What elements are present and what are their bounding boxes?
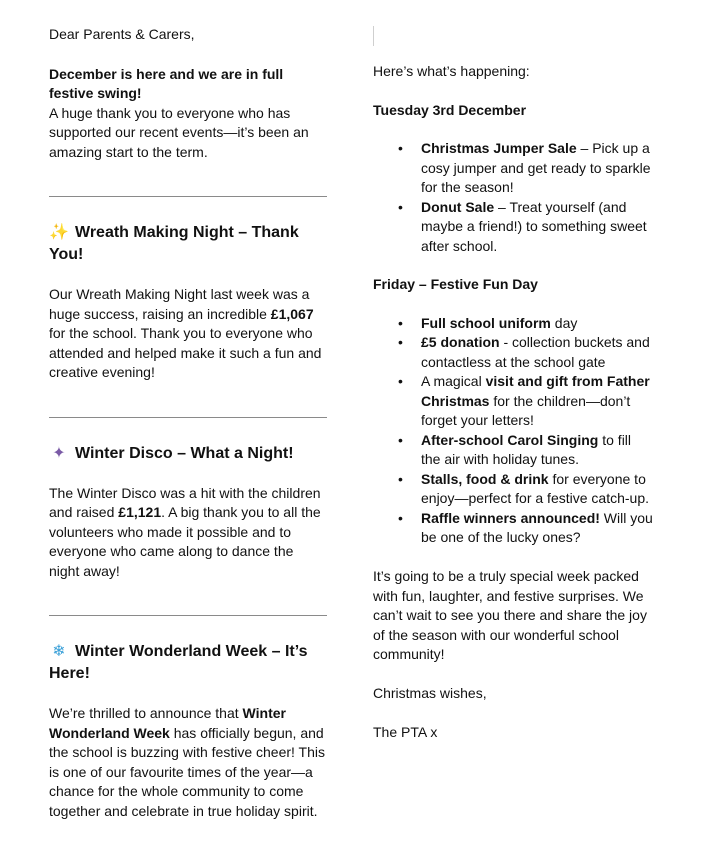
amount-raised: £1,067 (270, 305, 314, 322)
signoff: Christmas wishes, (373, 685, 487, 701)
body-text: The Winter Disco was a hit with the children and raised (49, 484, 321, 520)
list-item: • £5 donation - collection buckets and contactless at the school gate (421, 333, 653, 372)
section-title (49, 222, 327, 266)
section-body (49, 704, 327, 821)
list-item: • Donut Sale – Treat yourself (and maybe a friend!) to something sweet after school. (421, 198, 653, 257)
section-title-text: Winter Wonderland Week – It’s Here! (49, 643, 308, 682)
signature: The PTA x (373, 724, 438, 740)
list-item: • Raffle winners announced! Will you be one of the lucky ones? (421, 509, 653, 548)
section-title (49, 443, 327, 465)
list-item: • After-school Carol Singing to fill the air with holiday tunes. (421, 431, 653, 470)
list-item: • A magical visit and gift from Father Christmas for the children—don’t forget your letters! (421, 372, 653, 431)
section-title (49, 641, 327, 685)
section-body (49, 285, 327, 383)
section-title-text: Winter Disco – What a Night! (75, 444, 294, 462)
event-list (373, 314, 653, 548)
list-item: • Full school uniform day (421, 314, 653, 334)
wonderland-section (49, 641, 327, 821)
right-column (373, 25, 653, 743)
body-text: has officially begun, and the school is buzzing with festive cheer! This is one of our favourite times of the year—a chance for the whole community to come together and celebrate in true holiday spirit. (49, 724, 325, 819)
greeting: Dear Parents & Carers, (49, 26, 195, 42)
section-divider (49, 417, 327, 418)
snowflake-icon: ❄ (52, 643, 66, 660)
amount-raised: £1,121 (118, 504, 162, 520)
body-text: We’re thrilled to announce that (49, 705, 243, 721)
body-text: Our Wreath Making Night last week was a huge success, raising an incredible (49, 286, 310, 322)
list-item: • Christmas Jumper Sale – Pick up a cosy jumper and get ready to sparkle for the season! (421, 139, 653, 198)
intro-heading: December is here and we are in full festive swing! (49, 65, 284, 101)
closing-paragraph: It’s going to be a truly special week packed with fun, laughter, and festive surprises. We can’t wait to see you there and share the joy of the season with our wonderful school community! (373, 568, 647, 662)
section-body (49, 484, 327, 582)
section-divider (49, 615, 327, 616)
disco-section (49, 443, 327, 582)
section-divider (49, 196, 327, 197)
left-column (49, 25, 327, 821)
intro-body: A huge thank you to everyone who has supported our recent events—it’s been an amazing start to the term. (49, 104, 309, 160)
event-name: Winter Wonderland Week (49, 705, 286, 741)
list-item: • Stalls, food & drink for everyone to enjoy—perfect for a festive catch-up. (421, 470, 653, 509)
day-heading: Friday – Festive Fun Day (373, 276, 538, 292)
body-text: for the school. Thank you to everyone who attended and helped make it such a fun and creative evening! (49, 325, 322, 380)
sparkles-icon: ✨ (49, 224, 69, 241)
wreath-section (49, 222, 327, 383)
section-title-text: Wreath Making Night – Thank You! (49, 224, 299, 263)
body-text: . A big thank you to all the volunteers who made it possible and to everyone who came along to dance the night away! (49, 504, 321, 579)
schedule-intro: Here’s what’s happening: (373, 63, 530, 79)
event-list (373, 139, 653, 256)
day-heading: Tuesday 3rd December (373, 101, 527, 118)
disco-icon: ✦ (52, 444, 66, 462)
